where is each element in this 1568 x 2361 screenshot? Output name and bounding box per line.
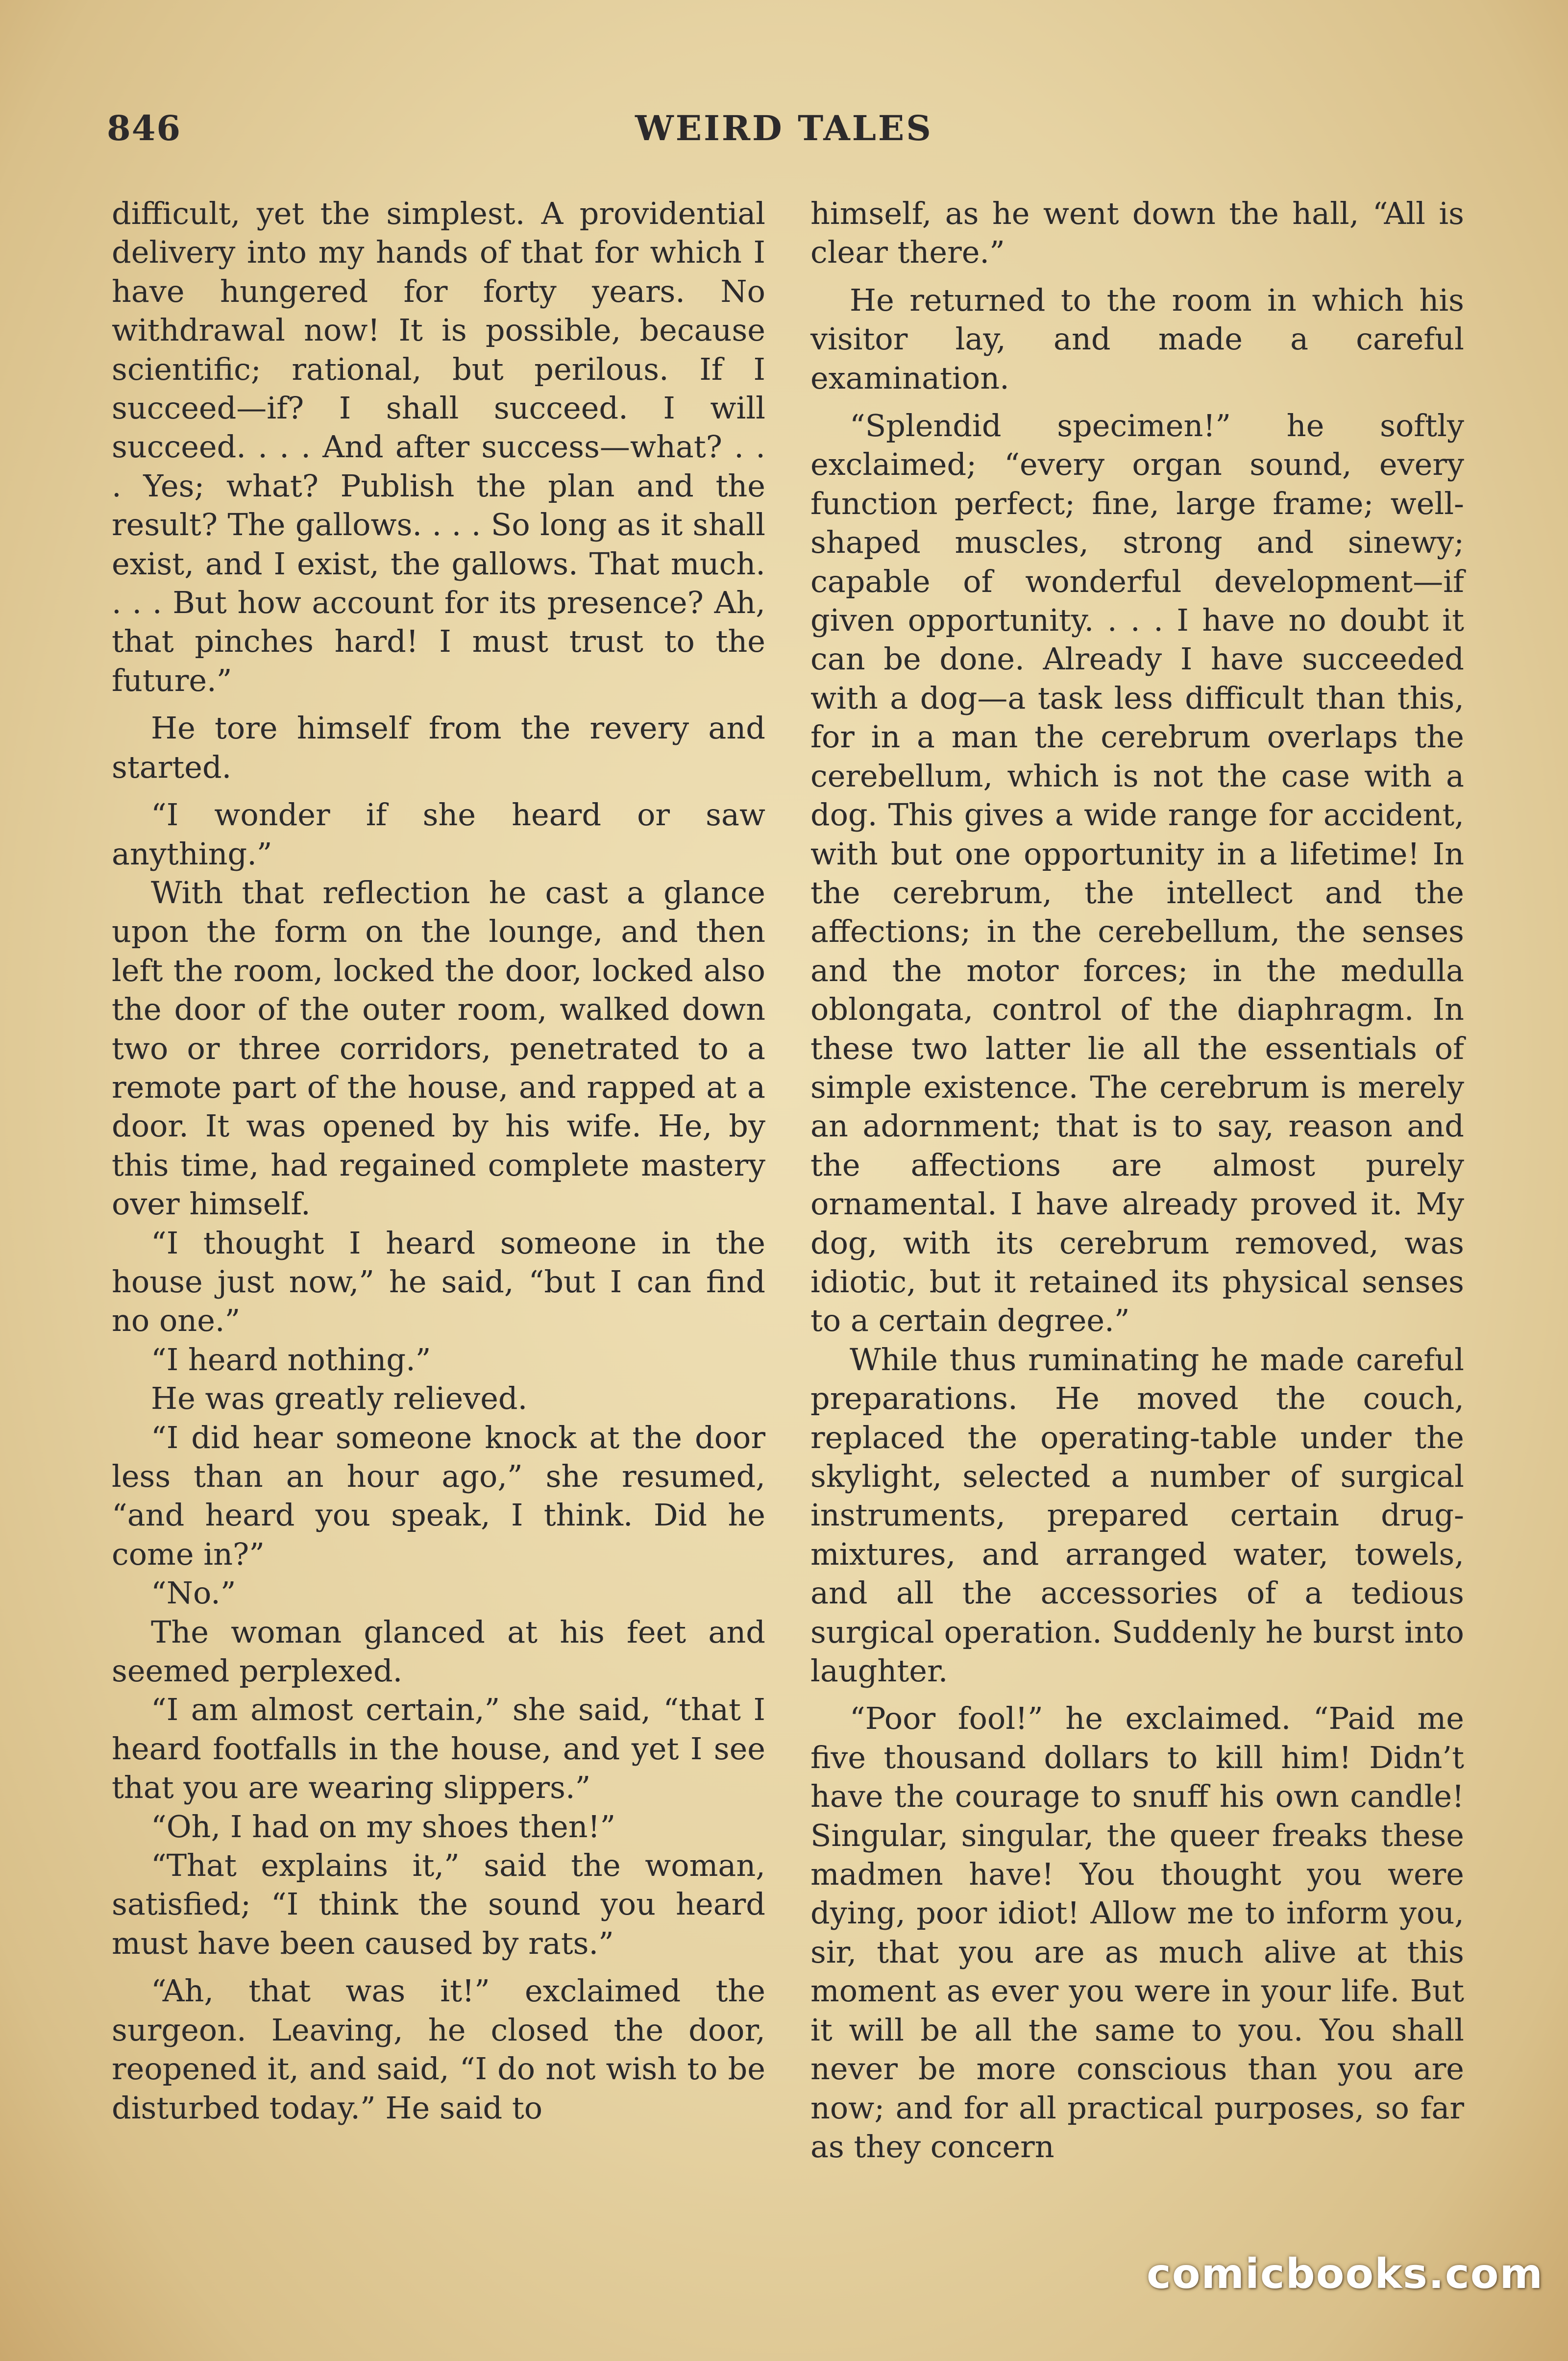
paragraph: While thus ruminating he made careful preparations. He moved the couch, replaced the operating-table under the skylight, selected a number of surgical instruments, prepared certain drug-mixtures, and arranged water, towels, and all the accessories of a tedious surgical operation. Suddenly he burst into laughter. <box>810 1341 1464 1689</box>
paragraph: He tore himself from the revery and started. <box>112 710 765 785</box>
page-header <box>0 104 1568 153</box>
paragraph: “I did hear someone knock at the door less than an hour ago,” she resumed, “and heard you speak, I think. Did he come in?” <box>112 1419 765 1572</box>
running-head: WEIRD TALES <box>635 108 933 148</box>
paragraph: himself, as he went down the hall, “All is clear there.” <box>810 196 1464 271</box>
page-number: 846 <box>107 108 182 148</box>
paragraph: “Splendid specimen!” he softly exclaimed; “every organ sound, every function perfect; fine, large frame; well-shaped muscles, strong and sinewy; capable of wonderful development—if given opportunity. . . . I have no doubt it can be done. Already I have succeeded with a dog—a task less difficult than this, for in a man the cerebrum overlaps the cerebellum, which is not the case with a dog. This gives a wide range for accident, with but one opportunity in a lifetime! In the cerebrum, the intellect and the affections; in the cerebellum, the senses and the motor forces; in the medulla oblongata, control of the diaphragm. In these two latter lie all the essentials of simple existence. The cerebrum is merely an adornment; that is to say, reason and the affections are almost purely ornamental. I have already proved it. My dog, with its cerebrum removed, was idiotic, but it retained its physical senses to a certain degree.” <box>810 408 1464 1339</box>
paragraph: “I am almost certain,” she said, “that I heard footfalls in the house, and yet I see that you are wearing slippers.” <box>112 1692 765 1806</box>
paragraph: The woman glanced at his feet and seemed perplexed. <box>112 1614 765 1689</box>
paragraph: “That explains it,” said the woman, satisfied; “I think the sound you heard must have been caused by rats.” <box>112 1847 765 1961</box>
paragraph: “Oh, I had on my shoes then!” <box>151 1808 616 1845</box>
paragraph: “I wonder if she heard or saw anything.” <box>112 797 765 872</box>
paragraph: With that reflection he cast a glance upon the form on the lounge, and then left the room, locked the door, locked also the door of the outer room, walked down two or three corridors, penetrated to a remote part of the house, and rapped at a door. It was opened by his wife. He, by this time, had regained complete mastery over himself. <box>112 874 765 1222</box>
paragraph: He was greatly relieved. <box>151 1380 528 1417</box>
right-column <box>810 194 1464 2166</box>
paragraph: “I thought I heard someone in the house just now,” he said, “but I can find no one.” <box>112 1225 765 1339</box>
paragraph: He returned to the room in which his visitor lay, and made a careful examination. <box>810 282 1464 396</box>
paragraph: “Ah, that was it!” exclaimed the surgeon. Leaving, he closed the door, reopened it, and said, “I do not wish to be disturbed today.” He said to <box>112 1973 765 2126</box>
watermark-logo: comicbooks.com <box>1147 2250 1544 2298</box>
left-column <box>112 194 765 2127</box>
paragraph: difficult, yet the simplest. A providential delivery into my hands of that for which I have hungered for forty years. No withdrawal now! It is possible, because scientific; rational, but perilous. If I succeed—if? I shall succeed. I will succeed. . . . And after success—what? . . . Yes; what? Publish the plan and the result? The gallows. . . . So long as it shall exist, and I exist, the gallows. That much. . . . But how account for its presence? Ah, that pinches hard! I must trust to the future.” <box>112 196 765 698</box>
paragraph: “Poor fool!” he exclaimed. “Paid me five thousand dollars to kill him! Didn’t have the courage to snuff his own candle! Singular, singular, the queer freaks these madmen have! You thought you were dying, poor idiot! Allow me to inform you, sir, that you are as much alive at this moment as ever you were in your life. But it will be all the same to you. You shall never be more conscious than you are now; and for all practical purposes, so far as they concern <box>810 1700 1464 2164</box>
paragraph: “No.” <box>151 1575 236 1611</box>
paragraph: “I heard nothing.” <box>151 1341 431 1377</box>
